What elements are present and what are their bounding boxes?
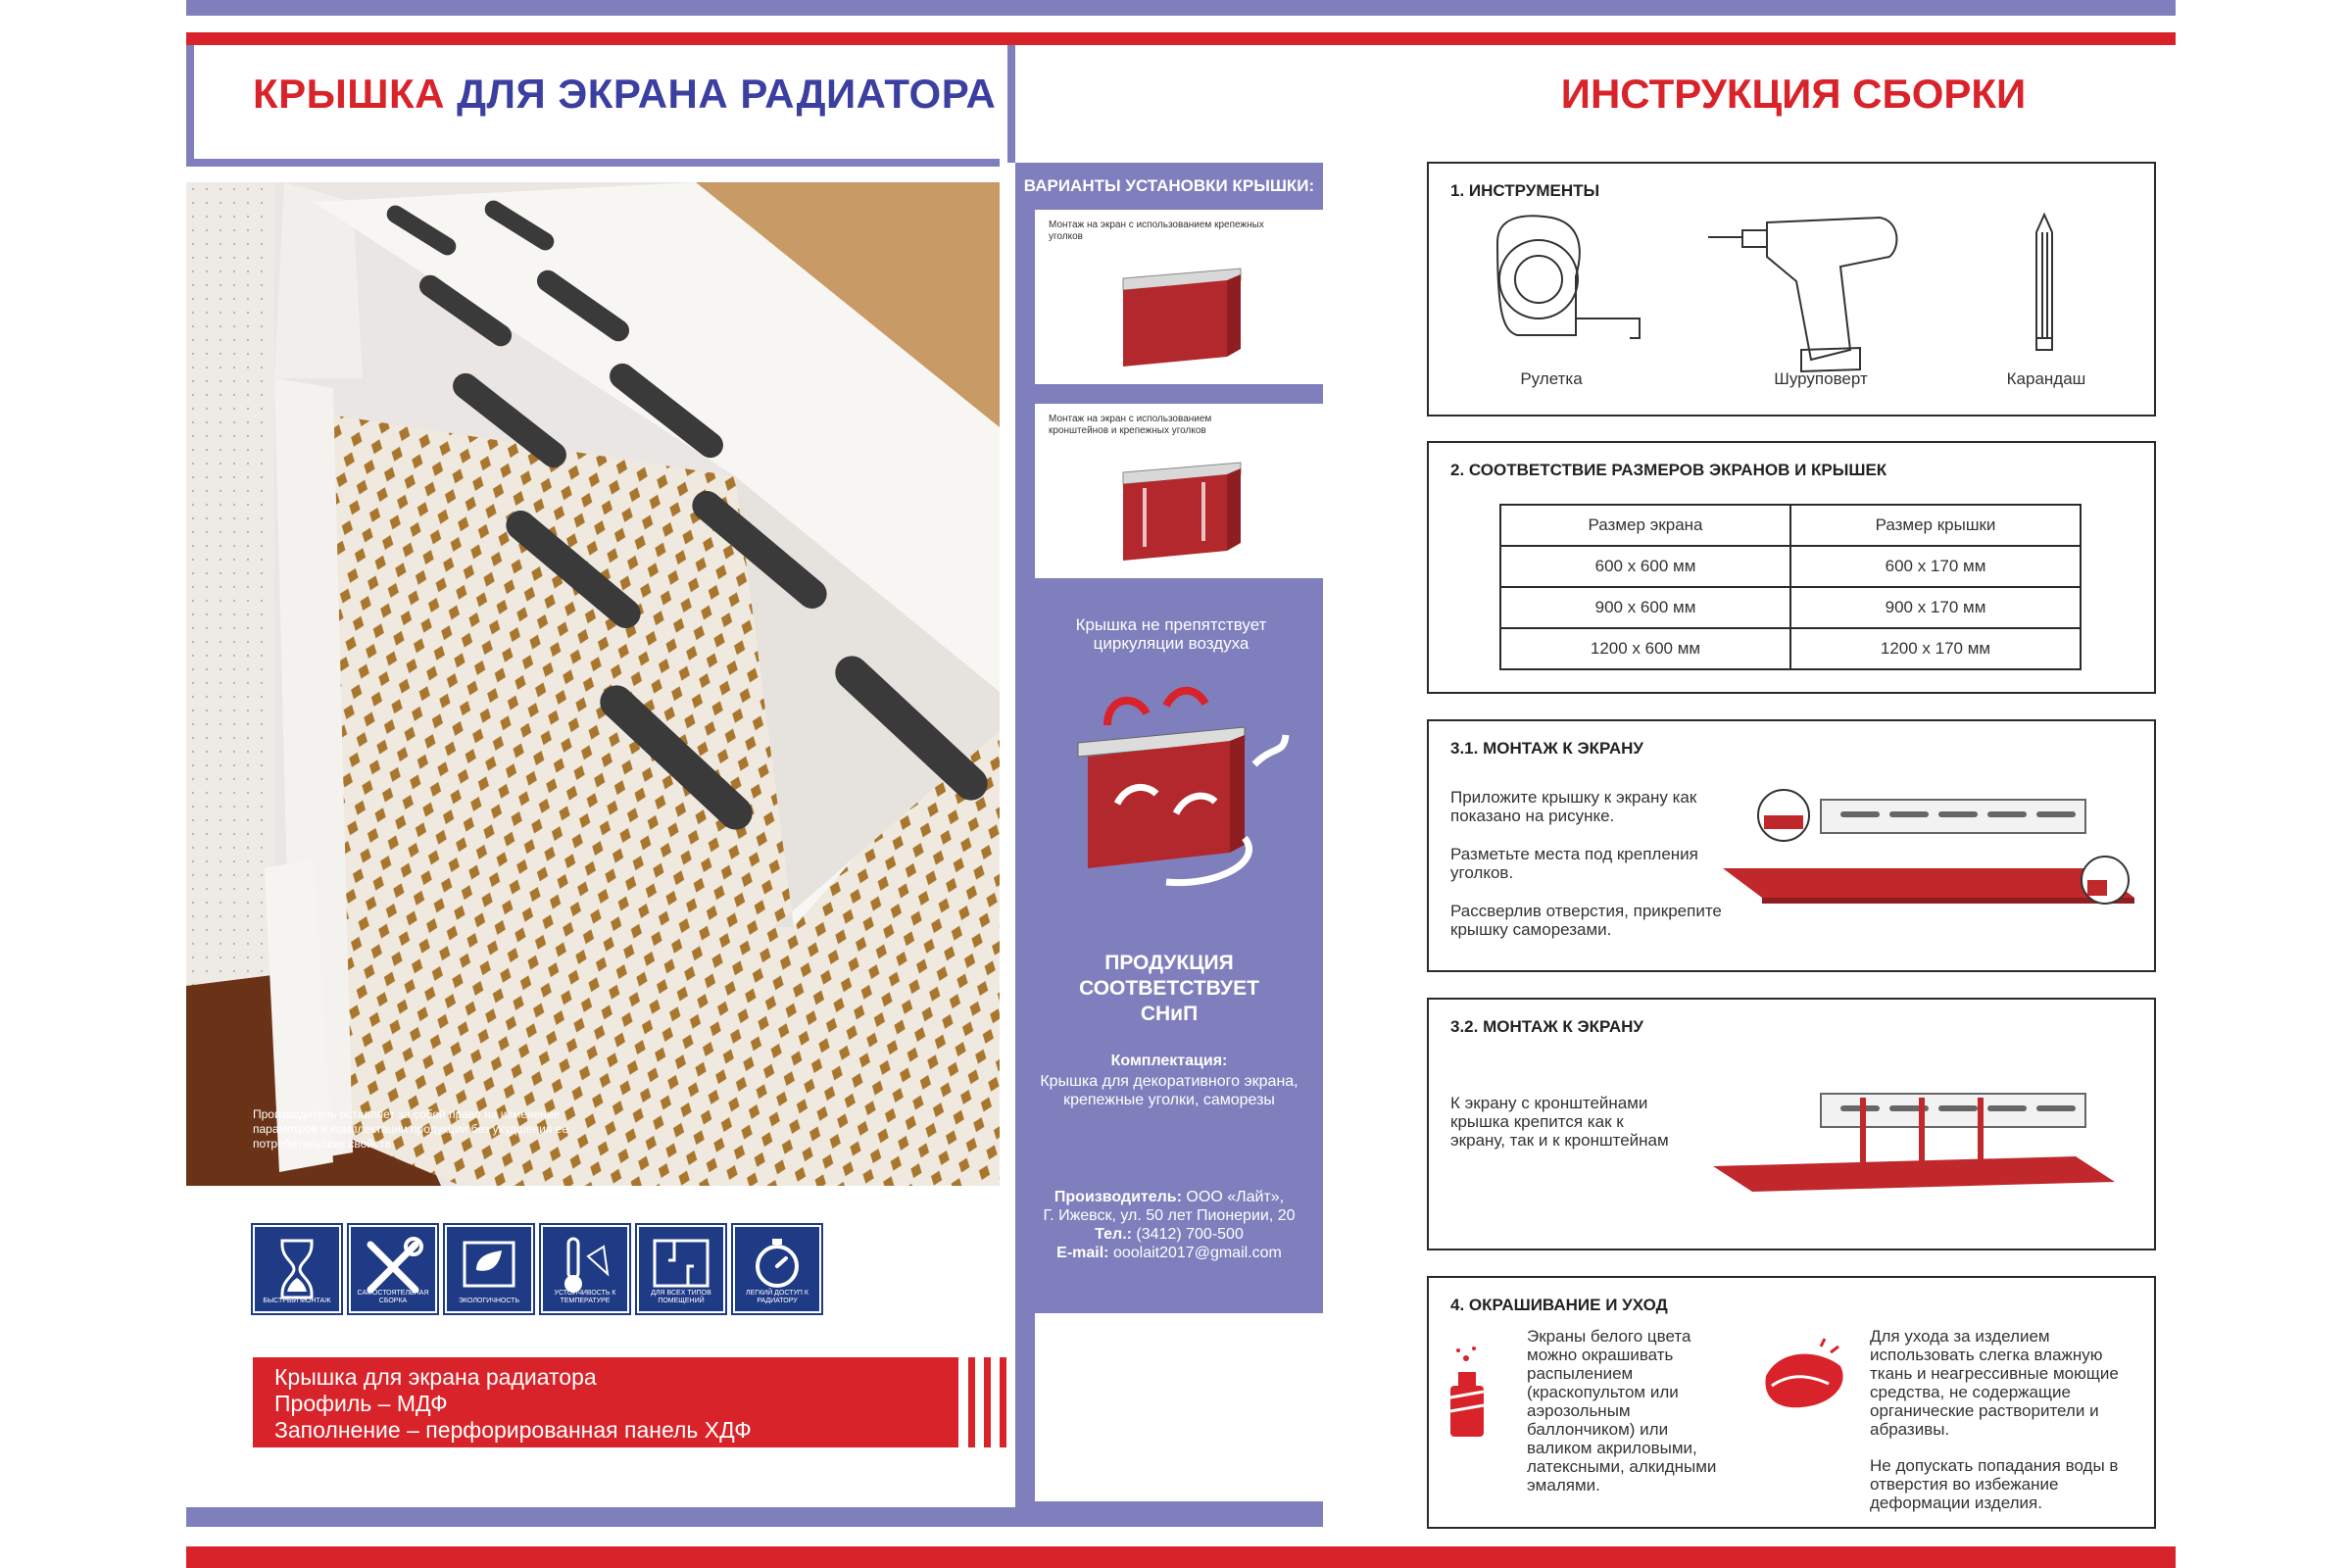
- care-box: [1427, 1276, 2156, 1529]
- table-row: [1500, 546, 2081, 587]
- table-cell: 900 х 600 мм: [1500, 587, 1790, 628]
- banner-bar-1: [968, 1357, 975, 1447]
- feature-caption: БЫСТРЫЙ МОНТАЖ: [263, 1298, 331, 1304]
- feature-caption: УСТОЙЧИВОСТЬ К ТЕМПЕРАТУРЕ: [554, 1290, 616, 1304]
- left-title-rest: ДЛЯ ЭКРАНА РАДИАТОРА: [457, 71, 997, 117]
- table-header: Размер экрана: [1500, 505, 1790, 546]
- feature-caption: ЭКОЛОГИЧНОСТЬ: [458, 1298, 520, 1304]
- maker-label: Производитель:: [1054, 1189, 1182, 1205]
- table-cell: 600 х 600 мм: [1500, 546, 1790, 587]
- sizes-title: 2. СООТВЕТСТВИЕ РАЗМЕРОВ ЭКРАНОВ И КРЫШЕК: [1450, 461, 1887, 479]
- airflow-note: Крышка не препятствует циркуляции воздуха: [1075, 615, 1267, 653]
- compliance-text: ПРОДУКЦИЯ СООТВЕТСТВУЕТ СНиП: [1079, 952, 1259, 1025]
- variant-card-1: [1035, 210, 1325, 384]
- variant-1-label: Монтаж на экран с использованием крепежных уголков: [1049, 220, 1264, 242]
- table-header: Размер крышки: [1790, 505, 2081, 546]
- variant-card-2: [1035, 404, 1325, 578]
- tel-value: (3412) 700-500: [1136, 1226, 1244, 1243]
- mount1-title: 3.1. МОНТАЖ К ЭКРАНУ: [1450, 739, 1643, 758]
- variant-2-illustration: [1035, 404, 1325, 578]
- feature-caption: ЛЕГКИЙ ДОСТУП К РАДИАТОРУ: [746, 1290, 808, 1304]
- email-value[interactable]: ooolait2017@gmail.com: [1112, 1245, 1282, 1261]
- table-cell: 1200 х 600 мм: [1500, 628, 1790, 669]
- hand-cloth-icon: [1765, 1339, 1842, 1407]
- instruction-title: ИНСТРУКЦИЯ СБОРКИ: [1560, 71, 2027, 117]
- care-painting: Экраны белого цвета можно окрашивать распылением (краскопультом или аэрозольным баллончиком) или валиком акриловыми, латексными, алкидными эмалями.: [1527, 1327, 1717, 1494]
- variants-header: ВАРИАНТЫ УСТАНОВКИ КРЫШКИ:: [1023, 176, 1315, 195]
- left-title-accent: КРЫШКА: [253, 71, 445, 117]
- maker-address: Г. Ижевск, ул. 50 лет Пионерии, 20: [1043, 1207, 1296, 1224]
- left-edge-bar: [186, 45, 194, 163]
- mount1-step3: Рассверлив отверстия, прикрепите крышку саморезами.: [1450, 902, 1722, 939]
- left-title: [253, 71, 996, 118]
- table-row: [1500, 628, 2081, 669]
- spec-line: Заполнение – перфорированная панель ХДФ: [274, 1417, 752, 1443]
- care-title: 4. ОКРАШИВАНИЕ И УХОД: [1450, 1296, 1668, 1314]
- email-label: E-mail:: [1056, 1245, 1109, 1261]
- tools-title: 1. ИНСТРУМЕНТЫ: [1450, 181, 1600, 200]
- maker-name: ООО «Лайт»,: [1186, 1189, 1285, 1205]
- mount2-title: 3.2. МОНТАЖ К ЭКРАНУ: [1450, 1017, 1643, 1036]
- table-row: [1500, 587, 2081, 628]
- tools-box: [1427, 162, 2156, 416]
- feature-caption: САМОСТОЯТЕЛЬНАЯ СБОРКА: [357, 1290, 429, 1304]
- radiator-photo-illustration: [186, 182, 1000, 1186]
- drill-icon: [1708, 218, 1896, 371]
- mount1-step2: Разметьте места под крепления уголков.: [1450, 845, 1698, 882]
- spec-line: Профиль – МДФ: [274, 1391, 448, 1416]
- feature-self-assembly: [349, 1225, 437, 1313]
- sizes-table: [1499, 504, 2082, 670]
- bottom-red-stripe: [186, 1546, 2176, 1568]
- mount2-box: [1427, 998, 2156, 1250]
- tel-label: Тел.:: [1095, 1226, 1132, 1243]
- mount2-text: К экрану с кронштейнами крышка крепится как к экрану, так и к кронштейнам: [1450, 1094, 1669, 1150]
- care-cleaning: Для ухода за изделием использовать слегка влажную ткань и неагрессивные моющие средства, не содержащие органические растворители и абразивы.: [1870, 1327, 2119, 1439]
- airflow-illustration: [1068, 676, 1303, 892]
- feature-caption: ДЛЯ ВСЕХ ТИПОВ ПОМЕЩЕНИЙ: [651, 1290, 711, 1304]
- tape-measure-icon: [1497, 216, 1640, 338]
- mount1-illustration: [1429, 721, 2158, 974]
- spec-line: Крышка для экрана радиатора: [274, 1364, 597, 1390]
- variant-2-label: Монтаж на экран с использованием кронштейнов и крепежных уголков: [1049, 414, 1212, 436]
- middle-divider: [1007, 45, 1015, 163]
- variant-1-illustration: [1035, 210, 1325, 384]
- spec-lines: [274, 1364, 752, 1444]
- feature-temperature: [541, 1225, 629, 1313]
- blank-card: [1035, 1313, 1325, 1501]
- table-cell: 1200 х 170 мм: [1790, 628, 2081, 669]
- feature-all-rooms: [637, 1225, 725, 1313]
- tool-label-tape: Рулетка: [1520, 369, 1583, 388]
- top-blue-stripe: [186, 0, 2176, 16]
- kit-label: Комплектация:: [1110, 1053, 1228, 1069]
- feature-easy-access: [733, 1225, 821, 1313]
- mount1-step1: Приложите крышку к экрану как показано на рисунке.: [1450, 788, 1697, 825]
- maker-block: [1019, 1188, 1319, 1262]
- kit-text: Крышка для декоративного экрана, крепежные уголки, саморезы: [1040, 1073, 1298, 1108]
- care-warning: Не допускать попадания воды в отверстия во избежание деформации изделия.: [1870, 1456, 2119, 1512]
- left-title-underline: [186, 159, 1000, 167]
- table-cell: 900 х 170 мм: [1790, 587, 2081, 628]
- feature-ecology: [445, 1225, 533, 1313]
- pencil-icon: [2036, 215, 2052, 350]
- product-photo: [186, 182, 1000, 1186]
- banner-bar-2: [984, 1357, 991, 1447]
- mount2-illustration: [1429, 1000, 2158, 1252]
- table-header-row: [1500, 505, 2081, 546]
- table-cell: 600 х 170 мм: [1790, 546, 2081, 587]
- top-red-stripe: [186, 32, 2176, 45]
- feature-fast-mounting: [253, 1225, 341, 1313]
- tool-label-drill: Шуруповерт: [1774, 369, 1868, 388]
- photo-disclaimer: Производитель оставляет за собой право на изменение параметров и комплектации продукции без ухудшения ее потребительских свойств: [253, 1107, 568, 1151]
- snip-badge: СНиП: [475, 1274, 503, 1285]
- tool-label-pencil: Карандаш: [2006, 369, 2086, 388]
- spray-can-icon: [1450, 1347, 1484, 1437]
- banner-bar-3: [1000, 1357, 1006, 1447]
- sizes-box: [1427, 441, 2156, 694]
- mount1-box: [1427, 719, 2156, 972]
